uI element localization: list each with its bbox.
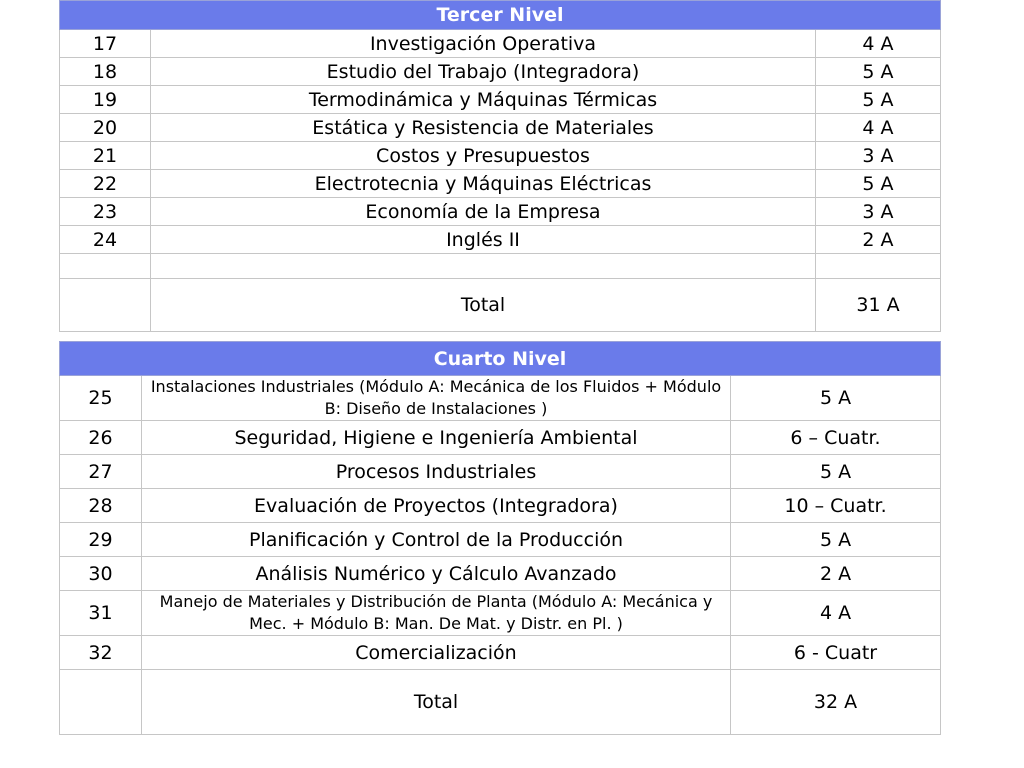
cuarto-nivel-table: [59, 341, 941, 735]
subject-number: 19: [60, 86, 151, 114]
subject-load: 4 A: [731, 591, 941, 636]
subject-load: 2 A: [816, 226, 941, 254]
table-row: [60, 421, 941, 455]
subject-name: Termodinámica y Máquinas Térmicas: [151, 86, 816, 114]
subject-load: 5 A: [816, 170, 941, 198]
subject-name: Estudio del Trabajo (Integradora): [151, 58, 816, 86]
subject-number: 30: [60, 557, 142, 591]
total-label: Total: [151, 279, 816, 332]
subject-number: 24: [60, 226, 151, 254]
subject-name: Estática y Resistencia de Materiales: [151, 114, 816, 142]
total-row: [60, 670, 941, 735]
subject-number: 29: [60, 523, 142, 557]
tercer-nivel-table: [59, 0, 941, 332]
subject-load: 5 A: [731, 523, 941, 557]
subject-name: Planificación y Control de la Producción: [142, 523, 731, 557]
empty-cell: [60, 670, 142, 735]
subject-load: 2 A: [731, 557, 941, 591]
subject-number: 28: [60, 489, 142, 523]
subject-name: Economía de la Empresa: [151, 198, 816, 226]
subject-name: Manejo de Materiales y Distribución de Planta (Módulo A: Mecánica y Mec. + Módulo B: Man. De Mat. y Distr. en Pl. ): [142, 591, 731, 636]
subject-load: 5 A: [731, 376, 941, 421]
subject-name: Procesos Industriales: [142, 455, 731, 489]
subject-number: 25: [60, 376, 142, 421]
table-row: [60, 30, 941, 58]
total-value: 32 A: [731, 670, 941, 735]
subject-number: 22: [60, 170, 151, 198]
subject-name: Costos y Presupuestos: [151, 142, 816, 170]
subject-name: Análisis Numérico y Cálculo Avanzado: [142, 557, 731, 591]
subject-name: Evaluación de Proyectos (Integradora): [142, 489, 731, 523]
table-row: [60, 198, 941, 226]
total-label: Total: [142, 670, 731, 735]
subject-name: Inglés II: [151, 226, 816, 254]
subject-number: 32: [60, 636, 142, 670]
table-row: [60, 489, 941, 523]
table-row: [60, 142, 941, 170]
subject-name: Investigación Operativa: [151, 30, 816, 58]
subject-name: Electrotecnia y Máquinas Eléctricas: [151, 170, 816, 198]
empty-cell: [816, 254, 941, 279]
subject-load: 6 - Cuatr: [731, 636, 941, 670]
table-row: [60, 636, 941, 670]
subject-number: 27: [60, 455, 142, 489]
empty-row: [60, 254, 941, 279]
subject-name: Instalaciones Industriales (Módulo A: Mecánica de los Fluidos + Módulo B: Diseño de Instalaciones ): [142, 376, 731, 421]
table-row: [60, 523, 941, 557]
total-row: [60, 279, 941, 332]
table-row: [60, 114, 941, 142]
table-row: [60, 58, 941, 86]
subject-name: Seguridad, Higiene e Ingeniería Ambiental: [142, 421, 731, 455]
subject-number: 23: [60, 198, 151, 226]
subject-number: 17: [60, 30, 151, 58]
subject-number: 21: [60, 142, 151, 170]
empty-cell: [60, 254, 151, 279]
tercer-nivel-header: Tercer Nivel: [60, 1, 941, 30]
subject-number: 26: [60, 421, 142, 455]
total-value: 31 A: [816, 279, 941, 332]
subject-load: 3 A: [816, 198, 941, 226]
subject-load: 5 A: [816, 58, 941, 86]
table-row: [60, 591, 941, 636]
table-row: [60, 376, 941, 421]
subject-load: 4 A: [816, 114, 941, 142]
table-row: [60, 226, 941, 254]
empty-cell: [60, 279, 151, 332]
subject-number: 20: [60, 114, 151, 142]
table-row: [60, 557, 941, 591]
table-row: [60, 455, 941, 489]
subject-name: Comercialización: [142, 636, 731, 670]
subject-number: 18: [60, 58, 151, 86]
subject-load: 6 – Cuatr.: [731, 421, 941, 455]
subject-load: 3 A: [816, 142, 941, 170]
subject-load: 5 A: [816, 86, 941, 114]
cuarto-nivel-header: Cuarto Nivel: [60, 342, 941, 376]
subject-number: 31: [60, 591, 142, 636]
table-row: [60, 170, 941, 198]
table-row: [60, 86, 941, 114]
subject-load: 5 A: [731, 455, 941, 489]
subject-load: 4 A: [816, 30, 941, 58]
empty-cell: [151, 254, 816, 279]
subject-load: 10 – Cuatr.: [731, 489, 941, 523]
